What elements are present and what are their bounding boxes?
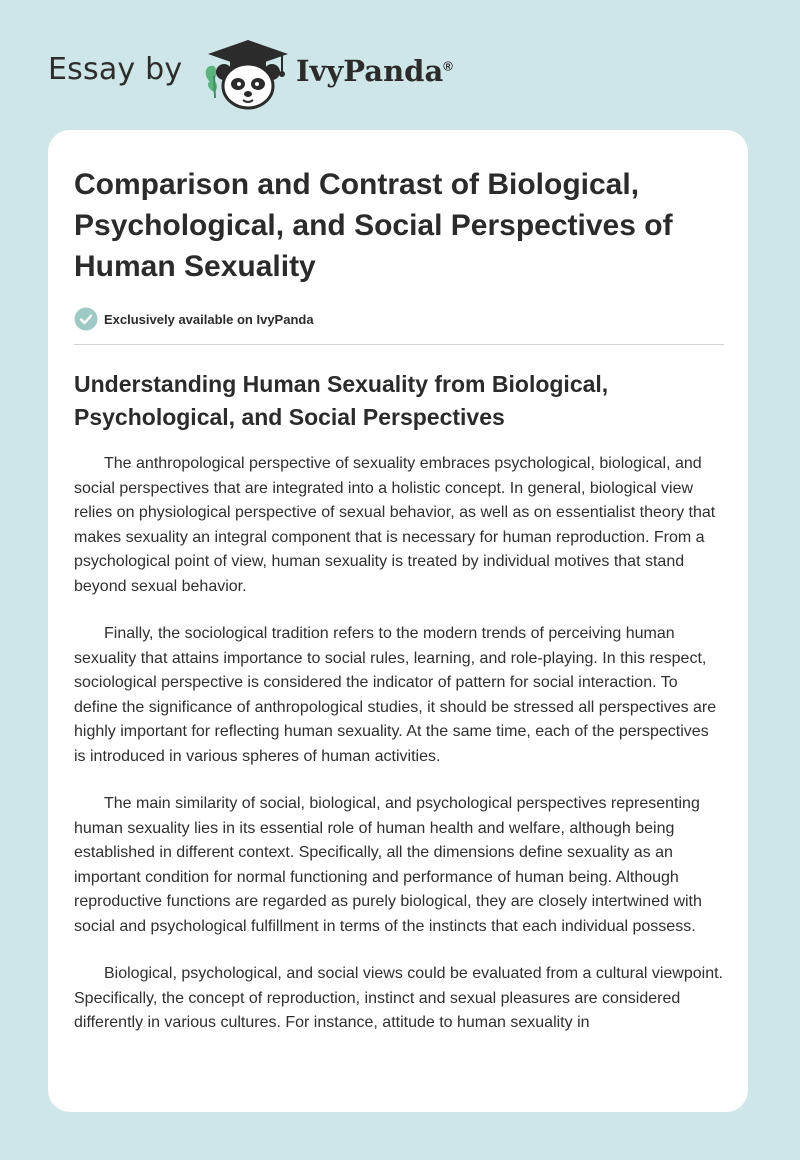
paragraph: The main similarity of social, biological, and psychological perspectives representing human sexuality lies in its essential role of human health and welfare, although being established in different context. Specifically, all the dimensions define sexuality as an important condition for normal functioning and performance of human being. Although reproductive functions are regarded as purely biological, they are closely intertwined with social and psychological fulfillment in terms of the instincts that each individual possess.: [74, 795, 702, 935]
panda-graduate-icon: [200, 36, 296, 112]
exclusive-badge-label: Exclusively available on IvyPanda: [104, 311, 314, 327]
essay-by-label: Essay by: [48, 52, 183, 87]
essay-body: [74, 452, 724, 1052]
exclusive-badge: [74, 306, 314, 332]
registered-mark: ®: [443, 58, 453, 74]
check-circle-icon: [74, 307, 98, 331]
section-heading: Understanding Human Sexuality from Biological, Psychological, and Social Perspectives: [74, 371, 609, 430]
site-header: [0, 0, 800, 120]
paragraph: Biological, psychological, and social views could be evaluated from a cultural viewpoint. Specifically, the concept of reproduction, instinct and sexual pleasures are considered differently in various cultures. For instance, attitude to human sexuality in: [74, 965, 723, 1031]
brand-name: IvyPanda: [296, 54, 444, 88]
essay-card: [48, 130, 748, 1112]
divider: [74, 344, 724, 345]
paragraph: Finally, the sociological tradition refers to the modern trends of perceiving human sexuality that attains importance to social rules, learning, and role-playing. In this respect, sociological perspective is considered the indicator of pattern for social interaction. To define the significance of anthropological studies, it should be stressed all perspectives are highly important for reflecting human sexuality. At the same time, each of the perspectives is introduced in various spheres of human activities.: [74, 625, 717, 765]
essay-title: Comparison and Contrast of Biological, Psychological, and Social Perspectives of Human Sexuality: [74, 168, 673, 283]
paragraph: The anthropological perspective of sexuality embraces psychological, biological, and social perspectives that are integrated into a holistic concept. In general, biological view relies on physiological perspective of sexual behavior, as well as on essentialist theory that makes sexuality an integral component that is necessary for human reproduction. From a psychological point of view, human sexuality is treated by individual motives that stand beyond sexual behavior.: [74, 455, 716, 595]
ivypanda-logo-text[interactable]: [296, 54, 453, 88]
